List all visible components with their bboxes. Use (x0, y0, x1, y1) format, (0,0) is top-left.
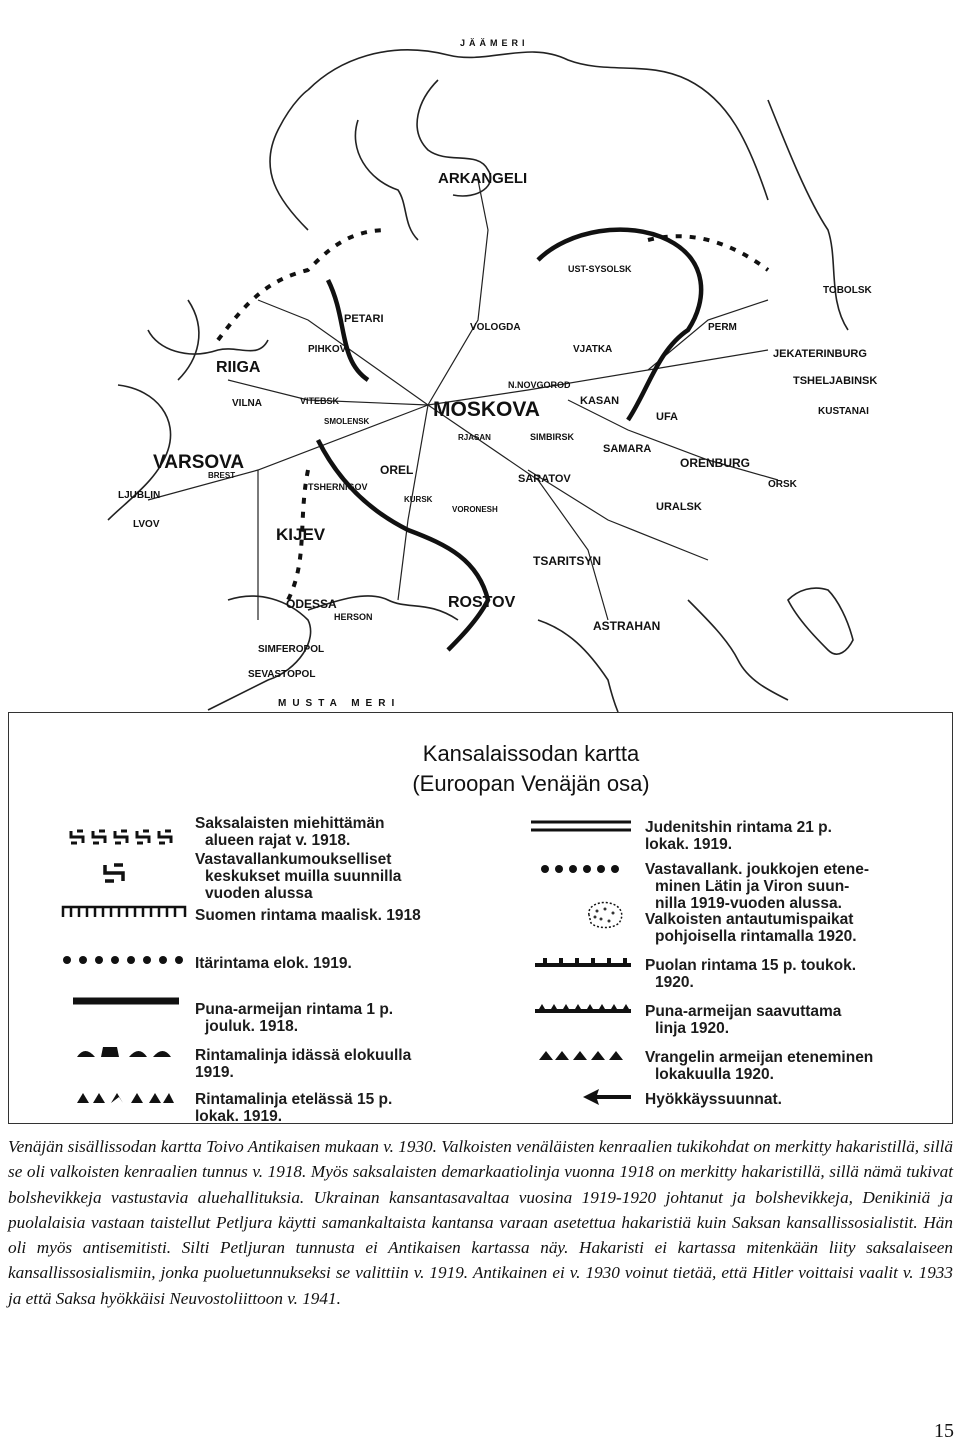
wrangel-advance-symbol (537, 1049, 633, 1061)
red-army-line-symbol (533, 1003, 633, 1015)
map-label-vitebsk: VITEBSK (300, 396, 340, 406)
map-label-jaameri: JÄÄMERI (460, 38, 529, 48)
legend-red-army-front: Puna-armeijan rintama 1 p. jouluk. 1918. (195, 1001, 394, 1035)
eastern-line-symbol (75, 1043, 175, 1059)
front-lines (318, 230, 701, 650)
civil-war-map (8, 0, 953, 712)
map-label-astrahan: ASTRAHAN (593, 619, 661, 633)
map-label-simbirsk: SIMBIRSK (530, 432, 575, 442)
southern-line-symbol (75, 1091, 175, 1105)
map-label-n-novgorod: N.NOVGOROD (508, 380, 571, 390)
map-label-simferopol: SIMFEROPOL (258, 644, 325, 655)
finnish-front-symbol (61, 905, 187, 919)
page-number: 15 (934, 1420, 954, 1442)
map-caption: Venäjän sisällissodan kartta Toivo Antikaisen mukaan v. 1930. Valkoisten venäläisten kenraalien tukikohdat on merkitty hakaristillä, sillä se oli valkoisten kenraalien tunnus v. 1918. Myös saksalaisten demarkaatiolinja vuonna 1918 on merkitty hakaristillä, sillä nämä tukivat bolshevikkeja vastustavia aluehallituksia. Ukrainan kansantasavaltaa vuosina 1919-1920 johtanut ja bolshevikkeja, Denikiniä ja puolalaisia vastaan taistellut Petljura käytti samankaltaista kantansa varaan asetettua hakaristiä kuin Saksan kansallissosialistit. Hän oli myös antisemitisti. Silti Petljuran tunnusta ei Antikaisen kartassa näy. Hakaristi ei kartassa mitenkään liity saksalaiseen kansallissosialismiin, jonka puoluetunnukseksi se valittiin v. 1919. Antikainen ei v. 1930 voinut tietää, että Hitler voittaisi vaalit v. 1933 ja että Saksa hyökkäisi Neuvostoliittoon v. 1941. (8, 1137, 953, 1308)
map-labels (118, 38, 877, 709)
map-label-tobolsk: TOBOLSK (823, 285, 872, 296)
map-label-varsova: VARSOVA (153, 452, 245, 473)
eastern-front-dots-symbol (61, 953, 189, 967)
legend-eastern-line: Rintamalinja idässä elokuulla 1919. (195, 1047, 412, 1081)
map-label-herson: HERSON (334, 612, 373, 622)
legend-title-line2: (Euroopan Venäjän osa) (412, 771, 650, 796)
map-label-kijev: KIJEV (276, 525, 326, 544)
map-label-sevastopol: SEVASTOPOL (248, 669, 316, 680)
map-label-odessa: ODESSA (286, 597, 337, 611)
map-label-ufa: UFA (656, 411, 678, 423)
judenich-front-symbol (529, 819, 633, 833)
map-label-brest: BREST (208, 471, 236, 480)
map-label-ust-sysolsk: UST-SYSOLSK (568, 264, 632, 274)
map-label-voronesh: VORONESH (452, 505, 498, 514)
map-label-orsk: ORSK (768, 479, 797, 490)
legend-baltic-advance: Vastavallank. joukkojen etene- minen Lätin ja Viron suun- nilla 1919-vuoden alussa. (645, 861, 869, 912)
map-label-jekaterinburg: JEKATERINBURG (773, 348, 867, 360)
map-label-perm: PERM (708, 322, 737, 333)
legend-red-army-line: Puna-armeijan saavuttama linja 1920. (645, 1003, 842, 1037)
polish-front-symbol (533, 957, 633, 969)
legend-eastern-front: Itärintama elok. 1919. (195, 955, 352, 972)
legend-finnish-front: Suomen rintama maalisk. 1918 (195, 907, 421, 924)
map-label-orel: OREL (380, 463, 414, 477)
map-label-smolensk: SMOLENSK (324, 417, 370, 426)
legend-white-surrender: Valkoisten antautumispaikat pohjoisella rintamalla 1920. (645, 911, 857, 945)
legend-title-line1: Kansalaissodan kartta (422, 741, 640, 766)
map-label-petari: PETARI (344, 313, 384, 325)
map-drawing (8, 0, 953, 712)
map-label-kursk: KURSK (404, 495, 433, 504)
legend-southern-line: Rintamalinja etelässä 15 p. lokak. 1919. (195, 1091, 393, 1125)
legend-judenich-front: Judenitshin rintama 21 p. lokak. 1919. (645, 819, 832, 853)
map-label-pihkov: PIHKOV (308, 344, 347, 355)
swastika-icon (101, 863, 129, 883)
map-label-rjasan: RJASAN (458, 433, 491, 442)
map-label-kasan: KASAN (580, 395, 620, 407)
map-label-vjatka: VJATKA (573, 344, 613, 355)
legend-polish-front: Puolan rintama 15 p. toukok. 1920. (645, 957, 857, 991)
legend-counterrevolutionary-centres: Vastavallankumoukselliset keskukset muilla suunnilla vuoden alussa (195, 851, 402, 902)
map-label-moskova: MOSKOVA (433, 398, 540, 421)
map-label-saratov: SARATOV (518, 473, 571, 485)
red-army-front-symbol (71, 995, 181, 1007)
map-label-rostov: ROSTOV (448, 594, 516, 611)
legend-title (371, 739, 691, 799)
map-label-kustanai: KUSTANAI (818, 406, 869, 417)
map-label-uralsk: URALSK (656, 501, 702, 513)
map-label-tsheljabinsk: TSHELJABINSK (793, 375, 878, 387)
map-label-lvov: LVOV (133, 519, 160, 530)
legend-german-occupation: Saksalaisten miehittämän alueen rajat v. 1918. (195, 815, 385, 849)
swastika-row-icon (67, 827, 185, 847)
baltic-advance-symbol (539, 863, 629, 875)
map-label-musta-meri: MUSTA MERI (278, 698, 401, 709)
map-label-vologda: VOLOGDA (470, 322, 521, 333)
legend-attack-directions: Hyökkäyssuunnat. (645, 1091, 782, 1108)
map-label-riiga: RIIGA (216, 359, 261, 376)
map-label-tsaritsyn: TSARITSYN (533, 554, 602, 568)
map-label-arkangeli: ARKANGELI (438, 170, 528, 187)
map-label-lublin: LJUBLIN (118, 490, 161, 501)
map-label-samara: SAMARA (603, 443, 652, 455)
map-label-tshernigov: TSHERNIGOV (308, 482, 368, 492)
map-label-vilna: VILNA (232, 398, 262, 409)
attack-arrow-icon (581, 1087, 633, 1107)
map-legend (8, 712, 953, 1124)
surrender-area-icon (583, 899, 627, 931)
legend-wrangel-advance: Vrangelin armeijan eteneminen lokakuulla 1920. (645, 1049, 874, 1083)
map-label-orenburg: ORENBURG (680, 456, 751, 470)
